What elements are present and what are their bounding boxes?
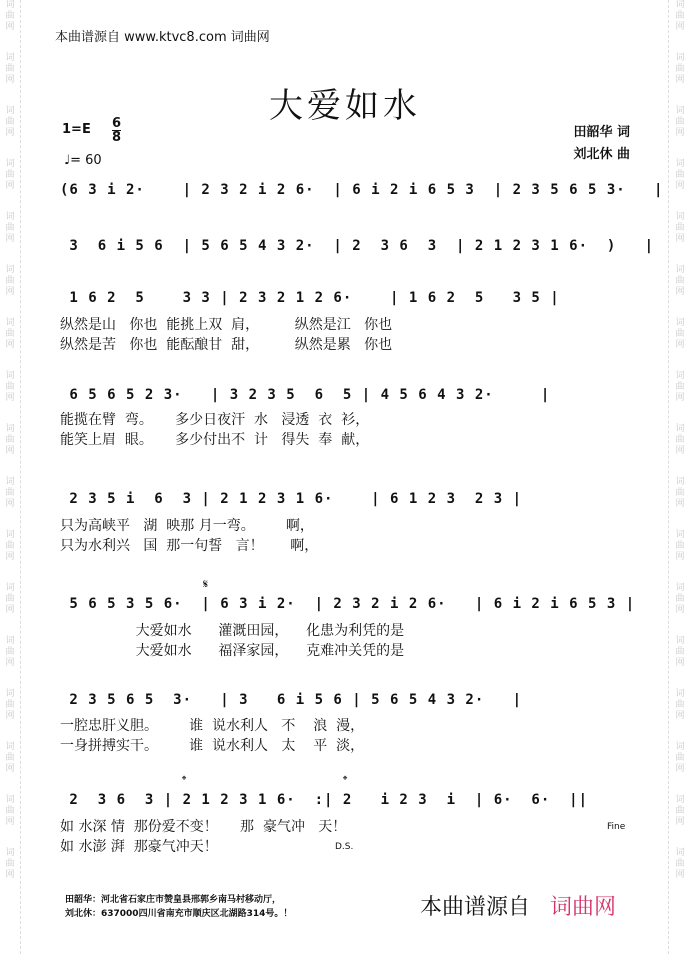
watermark-glyph: 词	[5, 689, 15, 699]
composer-credit: 刘北休 曲	[573, 147, 630, 162]
watermark-glyph: 网	[5, 22, 15, 32]
watermark-glyph: 曲	[675, 594, 685, 604]
watermark-glyph: 网	[675, 128, 685, 138]
watermark-glyph: 曲	[675, 859, 685, 869]
watermark-glyph: 曲	[675, 647, 685, 657]
footer-line-1: 田韶华：河北省石家庄市赞皇县邢郭乡南马村移动厅，	[65, 895, 282, 905]
watermark-glyph: 词	[675, 530, 685, 540]
coda-symbol-2: 𝄌	[343, 773, 348, 787]
watermark-glyph: 词	[5, 424, 15, 434]
key-signature: 1=E	[62, 122, 91, 137]
row-notes: 3 6 i 5 6 | 5 6 5 4 3 2· | 2 3 6 3 | 2 1 2 3 1 6· ) |	[60, 238, 655, 254]
watermark-glyph: 词	[5, 848, 15, 858]
watermark-glyph: 网	[5, 393, 15, 403]
watermark-glyph: 网	[5, 711, 15, 721]
watermark-glyph: 词	[675, 477, 685, 487]
lyricist-credit: 田韶华 词	[573, 125, 630, 140]
watermark-glyph: 曲	[5, 859, 15, 869]
watermark-glyph: 网	[5, 870, 15, 880]
watermark-glyph: 网	[675, 22, 685, 32]
row-lyrics-1: 如 水深 情 那份爱不变！ 那 豪气冲 天！	[60, 819, 347, 835]
watermark-glyph: 曲	[675, 806, 685, 816]
row-notes: (6 3 i 2· | 2 3 2 i 2 6· | 6 i 2 i 6 5 3 | 2 3 5 6 5 3· |	[60, 182, 664, 198]
watermark-glyph: 曲	[5, 382, 15, 392]
watermark-glyph: 网	[675, 287, 685, 297]
row-lyrics-1: 纵然是山 你也 能挑上双 肩， 纵然是江 你也	[60, 317, 393, 333]
watermark-glyph: 网	[5, 552, 15, 562]
watermark-glyph: 网	[675, 340, 685, 350]
watermark-glyph: 词	[5, 106, 15, 116]
row-lyrics-2: 能笑上眉 眼。 多少付出不 计 得失 奉 献，	[60, 432, 370, 448]
footer-line-2: 刘北休：637000四川省南充市顺庆区北湖路314号。！	[65, 909, 293, 919]
watermark-glyph: 词	[675, 848, 685, 858]
footer-brand-2: 词曲网	[550, 895, 617, 920]
watermark-glyph: 词	[5, 795, 15, 805]
watermark-glyph: 曲	[5, 117, 15, 127]
time-bottom: 8	[112, 130, 122, 145]
watermark-glyph: 曲	[675, 276, 685, 286]
watermark-glyph: 词	[5, 265, 15, 275]
watermark-glyph: 曲	[5, 488, 15, 498]
watermark-glyph: 词	[5, 530, 15, 540]
footer-brand	[420, 890, 616, 921]
watermark-glyph: 词	[5, 212, 15, 222]
row-lyrics-1: 只为高峡平 湖 映那 月一弯。 啊，	[60, 518, 314, 534]
watermark-right	[672, 0, 688, 954]
watermark-glyph: 网	[5, 287, 15, 297]
watermark-glyph: 词	[675, 265, 685, 275]
watermark-glyph: 词	[5, 371, 15, 381]
watermark-glyph: 词	[5, 477, 15, 487]
watermark-glyph: 曲	[5, 223, 15, 233]
watermark-glyph: 词	[675, 424, 685, 434]
watermark-glyph: 网	[675, 605, 685, 615]
watermark-glyph: 曲	[5, 700, 15, 710]
watermark-glyph: 词	[675, 212, 685, 222]
watermark-glyph: 词	[675, 689, 685, 699]
row-notes: 2 3 6 3 | 2 1 2 3 1 6· :| 2 i 2 3 i | 6· 6· ||	[60, 792, 589, 808]
row-lyrics-2: 一身拼搏实干。 谁 说水利人 太 平 淡，	[60, 738, 365, 754]
row-lyrics-1: 大爱如水 灌溉田园， 化患为利凭的是	[60, 623, 405, 639]
watermark-glyph: 网	[675, 764, 685, 774]
watermark-glyph: 曲	[5, 594, 15, 604]
watermark-glyph: 网	[675, 75, 685, 85]
watermark-glyph: 曲	[675, 11, 685, 21]
watermark-glyph: 网	[675, 499, 685, 509]
page-title: 大爱如水	[269, 86, 421, 126]
watermark-glyph: 词	[675, 318, 685, 328]
watermark-left	[2, 0, 18, 954]
watermark-glyph: 词	[675, 636, 685, 646]
watermark-glyph: 曲	[675, 329, 685, 339]
row-notes: 2 3 5 i 6 3 | 2 1 2 3 1 6· | 6 1 2 3 2 3 |	[60, 491, 523, 507]
watermark-glyph: 词	[5, 159, 15, 169]
watermark-glyph: 词	[5, 318, 15, 328]
watermark-glyph: 曲	[5, 753, 15, 763]
watermark-glyph: 词	[675, 0, 685, 10]
watermark-glyph: 曲	[5, 806, 15, 816]
watermark-glyph: 词	[675, 583, 685, 593]
row-lyrics-2: 纵然是苦 你也 能酝酿甘 甜， 纵然是累 你也	[60, 337, 393, 353]
watermark-glyph: 词	[5, 53, 15, 63]
row-lyrics-2: 大爱如水 福泽家园， 克难冲关凭的是	[60, 643, 405, 659]
watermark-glyph: 词	[5, 636, 15, 646]
watermark-glyph: 网	[5, 234, 15, 244]
watermark-glyph: 网	[5, 446, 15, 456]
watermark-glyph: 网	[5, 499, 15, 509]
watermark-glyph: 曲	[675, 488, 685, 498]
watermark-glyph: 网	[675, 817, 685, 827]
left-border	[20, 0, 21, 954]
watermark-glyph: 网	[675, 552, 685, 562]
watermark-glyph: 曲	[5, 541, 15, 551]
watermark-glyph: 曲	[5, 276, 15, 286]
row-notes: 1 6 2 5 3 3 | 2 3 2 1 2 6· | 1 6 2 5 3 5 |	[60, 290, 560, 306]
watermark-glyph: 网	[5, 605, 15, 615]
watermark-glyph: 网	[675, 711, 685, 721]
watermark-glyph: 词	[5, 742, 15, 752]
watermark-glyph: 词	[5, 0, 15, 10]
header-source: 本曲谱源自 www.ktvc8.com 词曲网	[55, 30, 270, 45]
watermark-glyph: 网	[675, 234, 685, 244]
watermark-glyph: 曲	[5, 435, 15, 445]
watermark-glyph: 网	[5, 817, 15, 827]
watermark-glyph: 网	[675, 658, 685, 668]
watermark-glyph: 网	[675, 181, 685, 191]
row-lyrics-2: 只为水利兴 国 那一句誓 言！ 啊，	[60, 538, 319, 554]
row-lyrics-2: 如 水澎 湃 那豪气冲天！	[60, 839, 218, 855]
watermark-glyph: 网	[5, 340, 15, 350]
watermark-glyph: 曲	[5, 11, 15, 21]
watermark-glyph: 网	[5, 75, 15, 85]
row-lyrics-1: 一腔忠肝义胆。 谁 说水利人 不 浪 漫，	[60, 718, 365, 734]
right-border	[668, 0, 669, 954]
watermark-glyph: 词	[675, 106, 685, 116]
watermark-glyph: 曲	[675, 753, 685, 763]
watermark-glyph: 网	[5, 128, 15, 138]
watermark-glyph: 词	[675, 371, 685, 381]
watermark-glyph: 曲	[675, 117, 685, 127]
coda-symbol-1: 𝄌	[182, 773, 187, 787]
watermark-glyph: 网	[5, 764, 15, 774]
footer-addresses	[65, 893, 292, 921]
row-notes: 5 6 5 3 5 6· | 6 3 i 2· | 2 3 2 i 2 6· | 6 i 2 i 6 5 3 |	[60, 596, 636, 612]
watermark-glyph: 网	[675, 393, 685, 403]
row-notes: 2 3 5 6 5 3· | 3 6 i 5 6 | 5 6 5 4 3 2· |	[60, 692, 523, 708]
time-signature	[112, 117, 121, 144]
watermark-glyph: 词	[675, 795, 685, 805]
watermark-glyph: 曲	[5, 329, 15, 339]
watermark-glyph: 曲	[675, 435, 685, 445]
watermark-glyph: 曲	[675, 170, 685, 180]
watermark-glyph: 词	[675, 159, 685, 169]
watermark-glyph: 曲	[5, 647, 15, 657]
fine-mark: Fine	[607, 822, 626, 832]
row-notes: 6 5 6 5 2 3· | 3 2 3 5 6 5 | 4 5 6 4 3 2· |	[60, 387, 551, 403]
watermark-glyph: 网	[5, 181, 15, 191]
watermark-glyph: 曲	[5, 170, 15, 180]
tempo-marking: ♩= 60	[64, 153, 102, 168]
watermark-glyph: 词	[5, 583, 15, 593]
watermark-glyph: 曲	[5, 64, 15, 74]
segno-symbol: 𝄋	[203, 577, 209, 591]
ds-mark: D.S.	[335, 842, 354, 852]
watermark-glyph: 网	[5, 658, 15, 668]
watermark-glyph: 网	[675, 446, 685, 456]
watermark-glyph: 曲	[675, 223, 685, 233]
watermark-glyph: 曲	[675, 382, 685, 392]
watermark-glyph: 词	[675, 53, 685, 63]
watermark-glyph: 曲	[675, 700, 685, 710]
row-lyrics-1: 能揽在臂 弯。 多少日夜汗 水 浸透 衣 衫，	[60, 412, 370, 428]
watermark-glyph: 词	[675, 742, 685, 752]
watermark-glyph: 曲	[675, 64, 685, 74]
footer-brand-1: 本曲谱源自	[420, 895, 531, 920]
watermark-glyph: 网	[675, 870, 685, 880]
watermark-glyph: 曲	[675, 541, 685, 551]
time-top: 6	[112, 116, 122, 131]
